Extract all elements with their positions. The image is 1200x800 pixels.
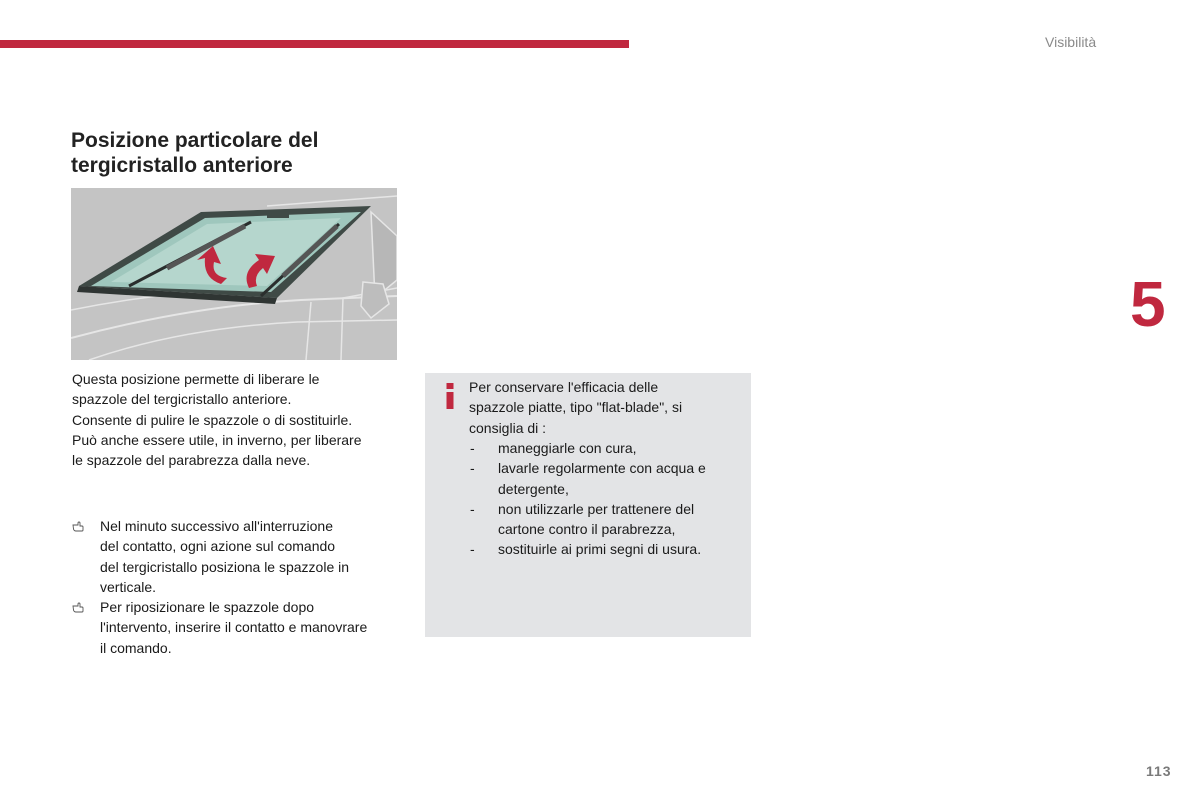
page-number: 113	[1146, 763, 1172, 779]
intro-line: Consente di pulire le spazzole o di sostituirle.	[72, 411, 353, 428]
info-list-line: detergente,	[498, 480, 569, 497]
info-list-line: sostituirle ai primi segni di usura.	[498, 541, 702, 558]
windscreen-wiper-illustration	[71, 188, 397, 360]
intro-line: le spazzole del parabrezza dalla neve.	[72, 452, 311, 469]
info-intro	[469, 377, 741, 438]
info-intro-line: consiglia di :	[469, 419, 547, 436]
info-icon	[443, 383, 457, 409]
instruction-line: l'intervento, inserire il contatto e manovrare	[100, 619, 368, 636]
chapter-number: 5	[1130, 268, 1166, 340]
info-list-line: cartone contro il parabrezza,	[498, 521, 676, 538]
instruction-item	[72, 597, 402, 658]
info-list	[469, 438, 741, 560]
info-box	[425, 373, 751, 637]
hand-pointer-icon	[72, 520, 84, 532]
section-name: Visibilità	[1045, 34, 1097, 50]
instruction-list	[72, 516, 402, 658]
info-list-line: lavarle regolarmente con acqua e	[498, 460, 706, 477]
info-list-item	[469, 499, 741, 540]
info-list-item	[469, 438, 741, 458]
info-list-line: maneggiarle con cura,	[498, 440, 637, 456]
intro-paragraph	[72, 369, 402, 470]
intro-line: Può anche essere utile, in inverno, per liberare	[72, 431, 362, 448]
instruction-line: Nel minuto successivo all'interruzione	[100, 518, 333, 534]
header-accent-bar	[0, 40, 629, 48]
intro-line: Questa posizione permette di liberare le	[72, 371, 320, 387]
info-intro-line: Per conservare l'efficacia delle	[469, 379, 659, 395]
instruction-item	[72, 516, 402, 597]
info-list-item	[469, 458, 741, 499]
instruction-line: del tergicristallo posiziona le spazzole in	[100, 558, 350, 575]
hand-pointer-icon	[72, 601, 84, 613]
info-list-item	[469, 539, 741, 559]
instruction-line: Per riposizionare le spazzole dopo	[100, 599, 315, 616]
instruction-line: del contatto, ogni azione sul comando	[100, 538, 336, 555]
instruction-line: il comando.	[100, 639, 172, 656]
info-list-line: non utilizzarle per trattenere del	[498, 500, 695, 517]
instruction-line: verticale.	[100, 578, 157, 595]
section-title: Posizione particolare del tergicristallo anteriore	[71, 129, 319, 177]
intro-line: spazzole del tergicristallo anteriore.	[72, 391, 292, 408]
info-intro-line: spazzole piatte, tipo "flat-blade", si	[469, 399, 683, 416]
